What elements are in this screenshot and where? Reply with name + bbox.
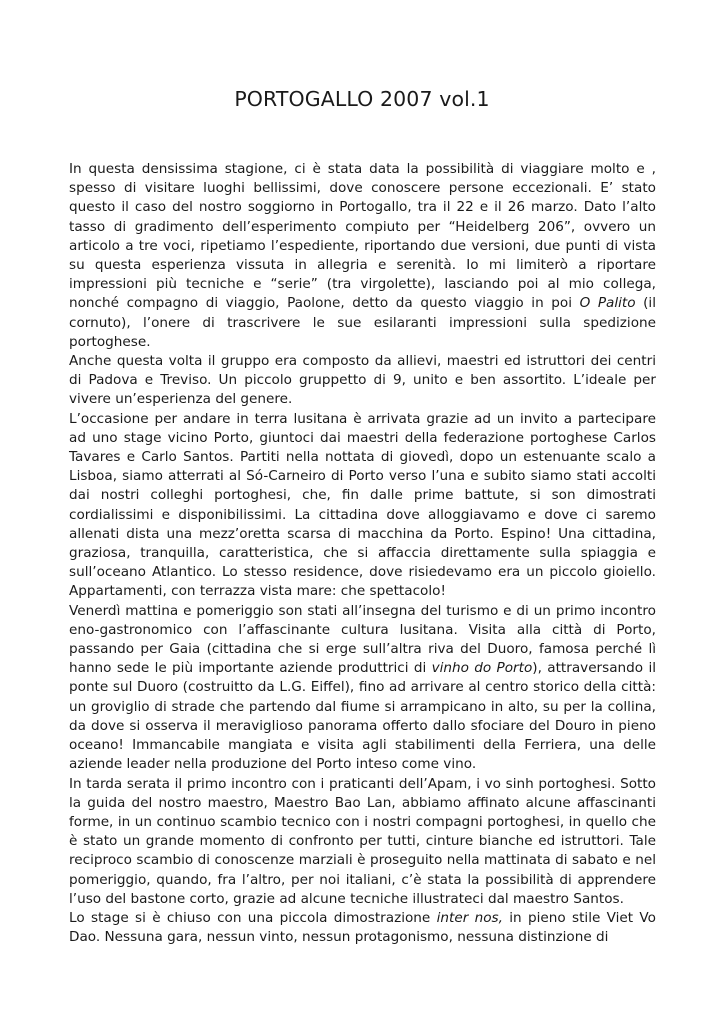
paragraph-group <box>69 352 656 410</box>
text-run: Anche questa volta il gruppo era composto da allievi, maestri ed istruttori dei centri di Padova e Treviso. Un piccolo gruppetto di 9, unito e ben assortito. L’ideale per vivere un’esperienza del genere. <box>69 353 656 408</box>
text-run: In questa densissima stagione, ci è stata data la possibilità di viaggiare molto e , spesso di visitare luoghi bellissimi, dove conoscere persone eccezionali. E’ stato questo il caso del nostro soggiorno in Portogallo, tra il 22 e il 26 marzo. Dato l’alto tasso di gradimento dell’esperimento compiuto per “Heidelberg 206”, ovvero un articolo a tre voci, ripetiamo l’espediente, riportando due versioni, due punti di vista su questa esperienza vissuta in allegria e serenità. Io mi limiterò a riportare impressioni più tecniche e “serie” (tra virgolette), lasciando poi al mio collega, nonché compagno di viaggio, Paolone, detto da questo viaggio in poi <box>69 161 656 312</box>
document-title: PORTOGALLO 2007 vol.1 <box>234 87 490 111</box>
paragraph-intro <box>69 160 656 352</box>
italic-text-run: vinho do Porto <box>431 660 533 677</box>
paragraph-closing <box>69 909 656 947</box>
paragraph-evening <box>69 775 656 909</box>
text-run: (il cornuto), l’onere di trascrivere le sue esilaranti impressioni sulla spedizione portoghese. <box>69 295 656 350</box>
text-run: Venerdì mattina e pomeriggio son stati all’insegna del turismo e di un primo incontro eno-gastronomico con l’affascinante cultura lusitana. Visita alla città di Porto, passando per Gaia (cittadina che si erge sull’altra riva del Duoro, famosa perché lì hanno sede le più importante aziende produttrici di <box>69 602 656 677</box>
text-run: ), attraversando il ponte sul Duoro (costruitto da L.G. Eiffel), fino ad arrivare al centro storico della città: un groviglio di strade che partendo dal fiume si arrampicano in alto, su per la collina, da dove si osserva il meraviglioso panorama offerto dallo sfociare del Douro in pieno oceano! Immancabile mangiata e visita agli stabilimenti della Ferriera, una delle aziende leader nella produzione del Porto inteso come vino. <box>69 660 656 773</box>
text-run: L’occasione per andare in terra lusitana è arrivata grazie ad un invito a partecipare ad uno stage vicino Porto, giuntoci dai maestri della federazione portoghese Carlos Tavares e Carlo Santos. Partiti nella nottata di giovedì, dopo un estenuante scalo a Lisboa, siamo atterrati al Só-Carneiro di Porto verso l’una e subito siamo stati accolti dai nostri colleghi portoghesi, che, fin dalle prime battute, si son dimostrati cordialissimi e disponibilissimi. La cittadina dove alloggiavamo e dove ci saremo allenati dista una mezz’oretta scarsa di macchina da Porto. Espino! Una cittadina, graziosa, tranquilla, caratteristica, che si affaccia direttamente sulla spiaggia e sull’oceano Atlantico. Lo stesso residence, dove risiedevamo era un piccolo gioiello. Appartamenti, con terrazza vista mare: che spettacolo! <box>69 410 656 600</box>
paragraph-friday <box>69 602 656 775</box>
text-run: Lo stage si è chiuso con una piccola dimostrazione <box>69 909 437 926</box>
italic-text-run: inter nos, <box>436 909 503 926</box>
text-run: In tarda serata il primo incontro con i praticanti dell’Apam, i vo sinh portoghesi. Sotto la guida del nostro maestro, Maestro Bao Lan, abbiamo affinato alcune affascinanti forme, in un continuo scambio tecnico con i nostri compagni portoghesi, in quello che è stato un grande momento di confronto per tutti, cinture bianche ed istruttori. Tale reciproco scambio di conoscenze marziali è proseguito nella mattinata di sabato e nel pomeriggio, quando, fra l’altro, per noi italiani, c’è stata la possibilità di apprendere l’uso del bastone corto, grazie ad alcune tecniche illustrateci dal maestro Santos. <box>69 775 656 907</box>
paragraph-occasion <box>69 410 656 602</box>
document-body <box>69 160 656 947</box>
text-run: in pieno stile Viet Vo Dao. Nessuna gara, nessun vinto, nessun protagonismo, nessuna distinzione di <box>69 909 656 946</box>
italic-text-run: O Palito <box>579 295 636 312</box>
